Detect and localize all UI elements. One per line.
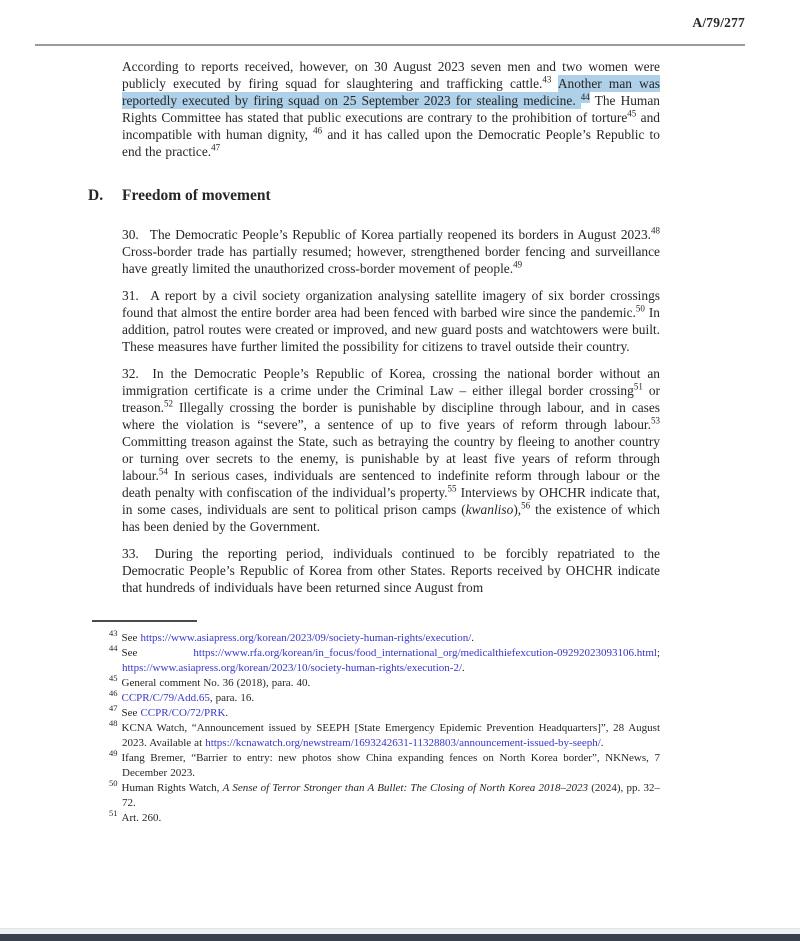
text-run: ; bbox=[656, 647, 660, 659]
footnote-ref: 45 bbox=[627, 108, 637, 119]
footnote-separator bbox=[92, 620, 197, 622]
footnote bbox=[109, 808, 660, 826]
text-run: Ifang Bremer, “Barrier to entry: new photos show China expanding fences on North Korea border”, NKNews, 7 December 2023. bbox=[121, 752, 660, 779]
footnote-ref: 55 bbox=[447, 483, 457, 494]
text-run: . bbox=[462, 662, 465, 674]
footnote-ref: 53 bbox=[651, 415, 660, 426]
footnote-link[interactable]: https://kcnawatch.org/newstream/1693242631-11328803/announcement-issued-by-seeph/ bbox=[205, 737, 601, 749]
text-run: ), bbox=[513, 502, 522, 517]
footnote-link[interactable]: CCPR/CO/72/PRK bbox=[140, 707, 226, 719]
viewer-bottom-bar bbox=[0, 928, 800, 941]
body-paragraph bbox=[122, 365, 660, 535]
footnote bbox=[109, 778, 661, 811]
text-run: See bbox=[121, 632, 141, 644]
footnote bbox=[109, 643, 660, 676]
text-run: Art. 260. bbox=[121, 812, 162, 824]
footnote-ref: 54 bbox=[158, 466, 168, 477]
text-run: See bbox=[121, 647, 194, 659]
text-run: General comment No. 36 (2018), para. 40. bbox=[121, 677, 311, 689]
text-run: The Human Rights Committee has stated that public executions are contrary to the prohibition of torture bbox=[122, 93, 660, 125]
text-run: . bbox=[471, 632, 475, 644]
section-heading-label: D. bbox=[88, 187, 104, 204]
footnote-number: 45 bbox=[109, 673, 118, 684]
text-run: Human Rights Watch, bbox=[121, 782, 223, 794]
footnote-number: 44 bbox=[109, 643, 118, 654]
footnote-list bbox=[109, 628, 661, 826]
footnote-number: 48 bbox=[109, 718, 118, 729]
text-run: or treason. bbox=[122, 383, 660, 415]
text-run: Illegally crossing the border is punishable by discipline through labour, and in cases where the violation is “severe”, a sentence of up to five years of reform through labour. bbox=[122, 400, 660, 432]
text-run: KCNA Watch, “Announcement issued by SEEPH [State Emergency Epidemic Prevention Headquarters]”, 28 August 2023. Available at bbox=[121, 722, 660, 749]
footnote-ref: 49 bbox=[513, 259, 523, 270]
text-run: 31. A report by a civil society organization analysing satellite imagery of six border crossings found that almost the entire border area had been fenced with barbed wire since the pandemic. bbox=[122, 288, 660, 320]
footnote-ref: 46 bbox=[313, 125, 323, 136]
section-heading-title: Freedom of movement bbox=[122, 187, 271, 204]
footnote-number: 50 bbox=[109, 778, 118, 789]
footnote-link[interactable]: https://www.asiapress.org/korean/2023/09/society-human-rights/execution/ bbox=[140, 632, 472, 644]
text-run: 30. The Democratic People’s Republic of Korea partially reopened its borders in August 2023. bbox=[122, 227, 651, 242]
body-paragraph bbox=[122, 226, 660, 277]
footnote-link[interactable]: CCPR/C/79/Add.65 bbox=[121, 692, 210, 704]
footnote-ref: 52 bbox=[164, 398, 174, 409]
footnote-ref: 56 bbox=[521, 500, 531, 511]
paragraph-list bbox=[122, 226, 660, 596]
highlighted-text: Another man was reportedly executed by firing squad on 25 September 2023 for stealing medicine. bbox=[122, 76, 660, 108]
text-run: 33. During the reporting period, individuals continued to be forcibly repatriated to the Democratic People’s Republic of Korea from other States. Reports received by OHCHR indicate that hundreds of individuals have been returned since August from bbox=[122, 546, 660, 595]
section-heading bbox=[88, 186, 660, 205]
body-paragraph bbox=[122, 287, 660, 355]
footnote bbox=[109, 718, 660, 751]
document-symbol: A/79/277 bbox=[692, 15, 745, 30]
text-run: (2024), pp. 32–72. bbox=[122, 782, 661, 809]
text-run bbox=[551, 76, 557, 91]
footnote-ref: 48 bbox=[651, 225, 660, 236]
footnote-link[interactable]: https://www.asiapress.org/korean/2023/10/society-human-rights/execution-2/ bbox=[122, 662, 463, 674]
footnote-ref: 44 bbox=[580, 91, 590, 102]
page-content bbox=[88, 58, 661, 826]
footnote-ref: 51 bbox=[633, 381, 643, 392]
footnote-number: 46 bbox=[109, 688, 118, 699]
footnote bbox=[109, 748, 660, 781]
footnote-ref: 50 bbox=[635, 303, 645, 314]
footnote-ref: 43 bbox=[542, 74, 552, 85]
body-paragraph bbox=[122, 545, 660, 596]
footnote-number: 51 bbox=[109, 808, 118, 819]
text-run: See bbox=[121, 707, 141, 719]
header-rule bbox=[35, 44, 745, 46]
text-run: the existence of which has been denied by the Government. bbox=[122, 502, 660, 534]
footnote bbox=[109, 688, 660, 706]
footnote-number: 47 bbox=[109, 703, 118, 714]
italic-text: kwanliso bbox=[465, 502, 514, 517]
italic-text: A Sense of Terror Stronger than A Bullet: The Closing of North Korea 2018–2023 bbox=[222, 782, 589, 794]
text-run: Committing treason against the State, such as betraying the country by fleeing to another country or turning over secrets to the enemy, is punishable by at least five years of reform through labour. bbox=[122, 434, 660, 483]
text-run: In serious cases, individuals are sentenced to indefinite reform through labour or the death penalty with confiscation of the individual’s property. bbox=[122, 468, 660, 500]
text-run: 32. In the Democratic People’s Republic of Korea, crossing the national border without an immigration certificate is a crime under the Criminal Law – either illegal border crossing bbox=[122, 366, 660, 398]
text-run: . bbox=[225, 707, 229, 719]
footnote-link[interactable]: https://www.rfa.org/korean/in_focus/food_international_org/medicalthiefexcution-09292023093106.html bbox=[193, 647, 657, 659]
text-run: Interviews by OHCHR indicate that, in some cases, individuals are sent to political prison camps ( bbox=[122, 485, 660, 517]
text-run: and it has called upon the Democratic People’s Republic to end the practice. bbox=[122, 127, 660, 159]
footnote bbox=[109, 703, 660, 721]
footnote bbox=[109, 628, 660, 646]
footnote-number: 43 bbox=[109, 628, 118, 639]
intro-paragraph bbox=[122, 58, 660, 160]
footnote bbox=[109, 673, 660, 691]
footnote-number: 49 bbox=[109, 748, 118, 759]
text-run: Cross-border trade has partially resumed; however, strengthened border fencing and surveillance have greatly limited the unauthorized cross-border movement of people. bbox=[122, 244, 660, 276]
text-run: , para. 16. bbox=[209, 692, 255, 704]
text-run: and incompatible with human dignity, bbox=[122, 110, 660, 142]
text-run: In addition, patrol routes were created or improved, and new guard posts and watchtowers were built. These measures have further limited the possibility for citizens to travel outside their country. bbox=[122, 305, 660, 354]
text-run: According to reports received, however, on 30 August 2023 seven men and two women were publicly executed by firing squad for slaughtering and trafficking cattle. bbox=[122, 59, 660, 91]
footnote-ref: 47 bbox=[211, 142, 221, 153]
text-run: . bbox=[600, 737, 604, 749]
bottom-bar-edge bbox=[0, 934, 800, 941]
